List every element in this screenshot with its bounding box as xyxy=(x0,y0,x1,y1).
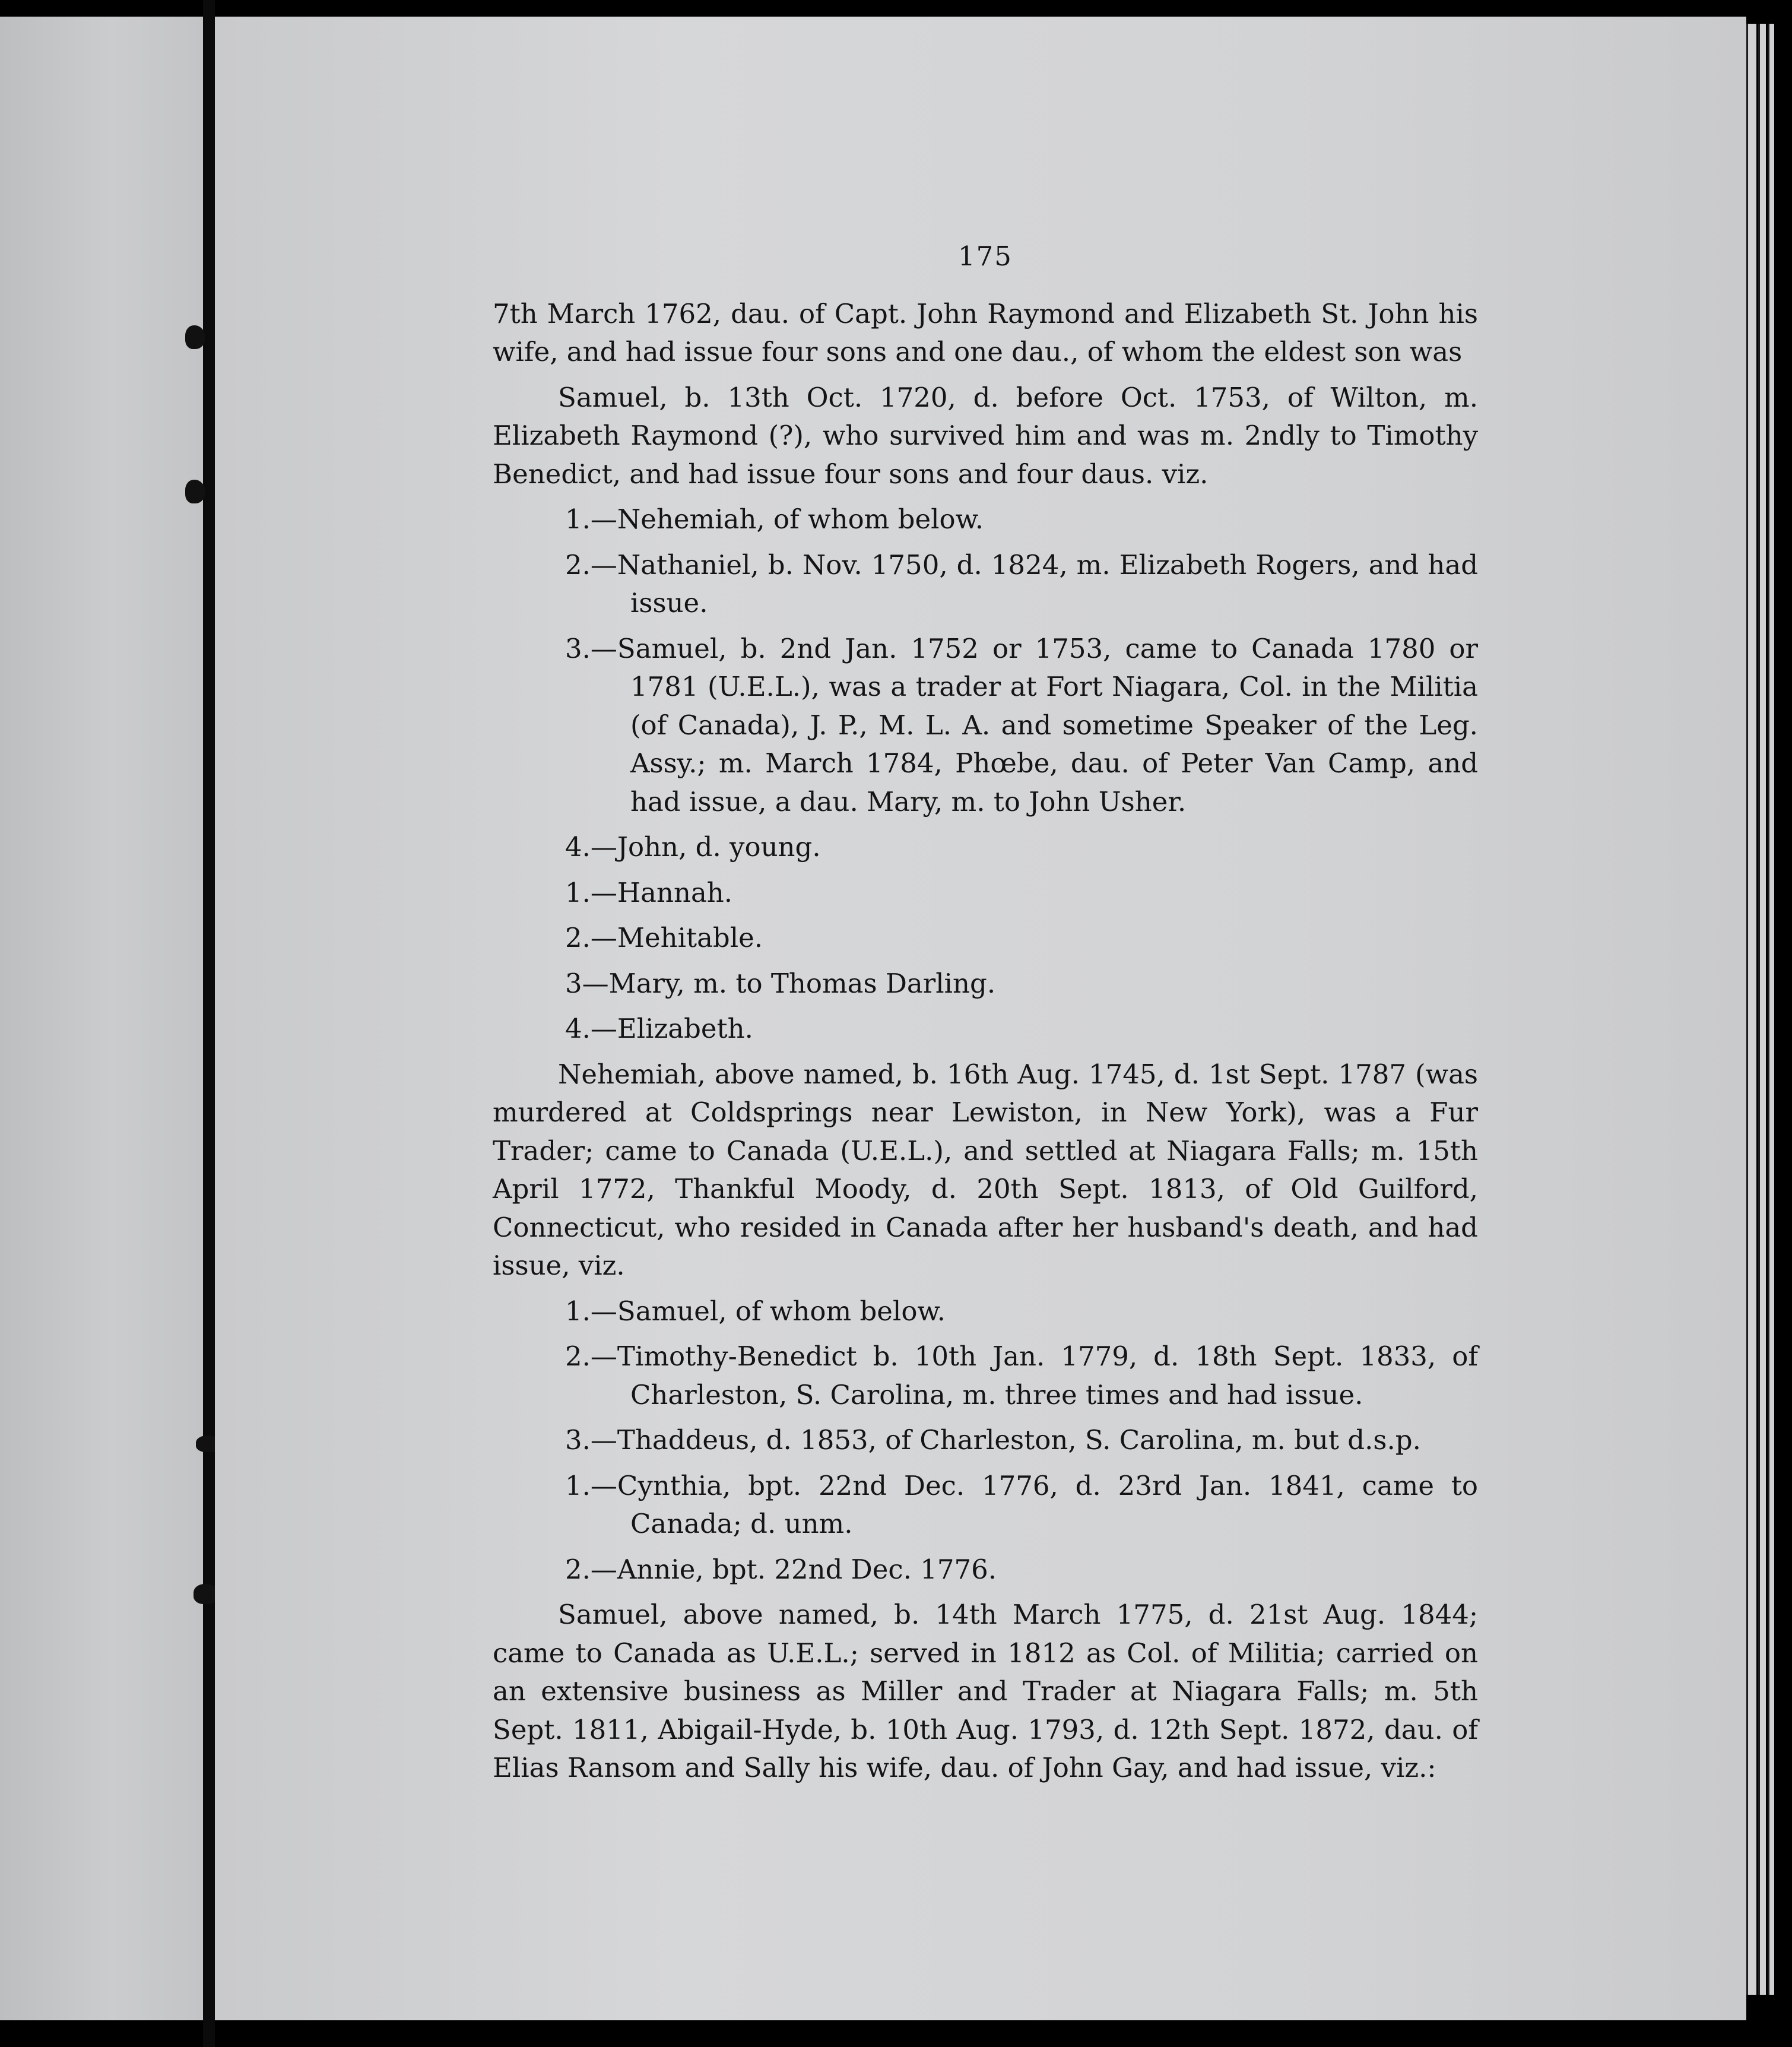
paragraph-samuel-1775: Samuel, above named, b. 14th March 1775, d. 21st Aug. 1844; came to Canada as U.E.L.; served in 1812 as Col. of Militia; carried on an extensive business as Miller and Trader at Niagara Falls; m. 5th Sept. 1811, Abigail-Hyde, b. 10th Aug. 1793, d. 12th Sept. 1872, dau. of Elias Ransom and Sally his wife, dau. of John Gay, and had issue, viz.: xyxy=(493,1599,1478,1783)
page-edge xyxy=(1758,24,1766,1995)
list-item: 2.—Timothy-Benedict b. 10th Jan. 1779, d. 18th Sept. 1833, of Charleston, S. Carolina, m. three times and had issue. xyxy=(565,1341,1478,1411)
paragraph-nehemiah: Nehemiah, above named, b. 16th Aug. 1745, d. 1st Sept. 1787 (was murdered at Coldsprings near Lewiston, in New York), was a Fur Trader; came to Canada (U.E.L.), and settled at Niagara Falls; m. 15th April 1772, Thankful Moody, d. 20th Sept. 1813, of Old Guilford, Connecticut, who resided in Canada after her husband's death, and had issue, viz. xyxy=(493,1058,1478,1281)
list-item: 2.—Annie, bpt. 22nd Dec. 1776. xyxy=(565,1553,997,1585)
list-item: 2.—Nathaniel, b. Nov. 1750, d. 1824, m. Elizabeth Rogers, and had issue. xyxy=(565,549,1478,619)
paragraph-continued: 7th March 1762, dau. of Capt. John Raymond and Elizabeth St. John his wife, and had issue four sons and one dau., of whom the eldest son was xyxy=(493,297,1478,367)
list-item: 4.—John, d. young. xyxy=(565,831,821,863)
list-item: 3—Mary, m. to Thomas Darling. xyxy=(565,967,996,999)
list-item: 2.—Mehitable. xyxy=(565,922,763,953)
binding-hole-mark xyxy=(185,480,205,503)
list-item: 3.—Thaddeus, d. 1853, of Charleston, S. Carolina, m. but d.s.p. xyxy=(565,1424,1421,1456)
page-text-block xyxy=(493,237,1478,1795)
children-list-nehemiah xyxy=(493,1292,1478,1589)
book-gutter xyxy=(203,0,215,2047)
list-item: 1.—Hannah. xyxy=(565,876,733,908)
list-item: 4.—Elizabeth. xyxy=(565,1013,753,1044)
list-item: 1.—Nehemiah, of whom below. xyxy=(565,503,984,535)
list-item: 1.—Samuel, of whom below. xyxy=(565,1295,946,1327)
left-page-margin xyxy=(0,17,203,2020)
page-number: 175 xyxy=(958,240,1013,272)
list-item: 1.—Cynthia, bpt. 22nd Dec. 1776, d. 23rd Jan. 1841, came to Canada; d. unm. xyxy=(565,1469,1478,1539)
paragraph-samuel-1720: Samuel, b. 13th Oct. 1720, d. before Oct. 1753, of Wilton, m. Elizabeth Raymond (?), who survived him and was m. 2ndly to Timothy Benedict, and had issue four sons and four daus. viz. xyxy=(493,381,1478,490)
list-item: 3.—Samuel, b. 2nd Jan. 1752 or 1753, came to Canada 1780 or 1781 (U.E.L.), was a trader at Fort Niagara, Col. in the Militia (of Canada), J. P., M. L. A. and sometime Speaker of the Leg. Assy.; m. March 1784, Phœbe, dau. of Peter Van Camp, and had issue, a dau. Mary, m. to John Usher. xyxy=(565,632,1478,817)
children-list-samuel xyxy=(493,500,1478,1048)
page-edge xyxy=(1746,24,1756,1995)
page-edge xyxy=(1768,24,1774,1995)
binding-hole-mark xyxy=(185,325,205,349)
